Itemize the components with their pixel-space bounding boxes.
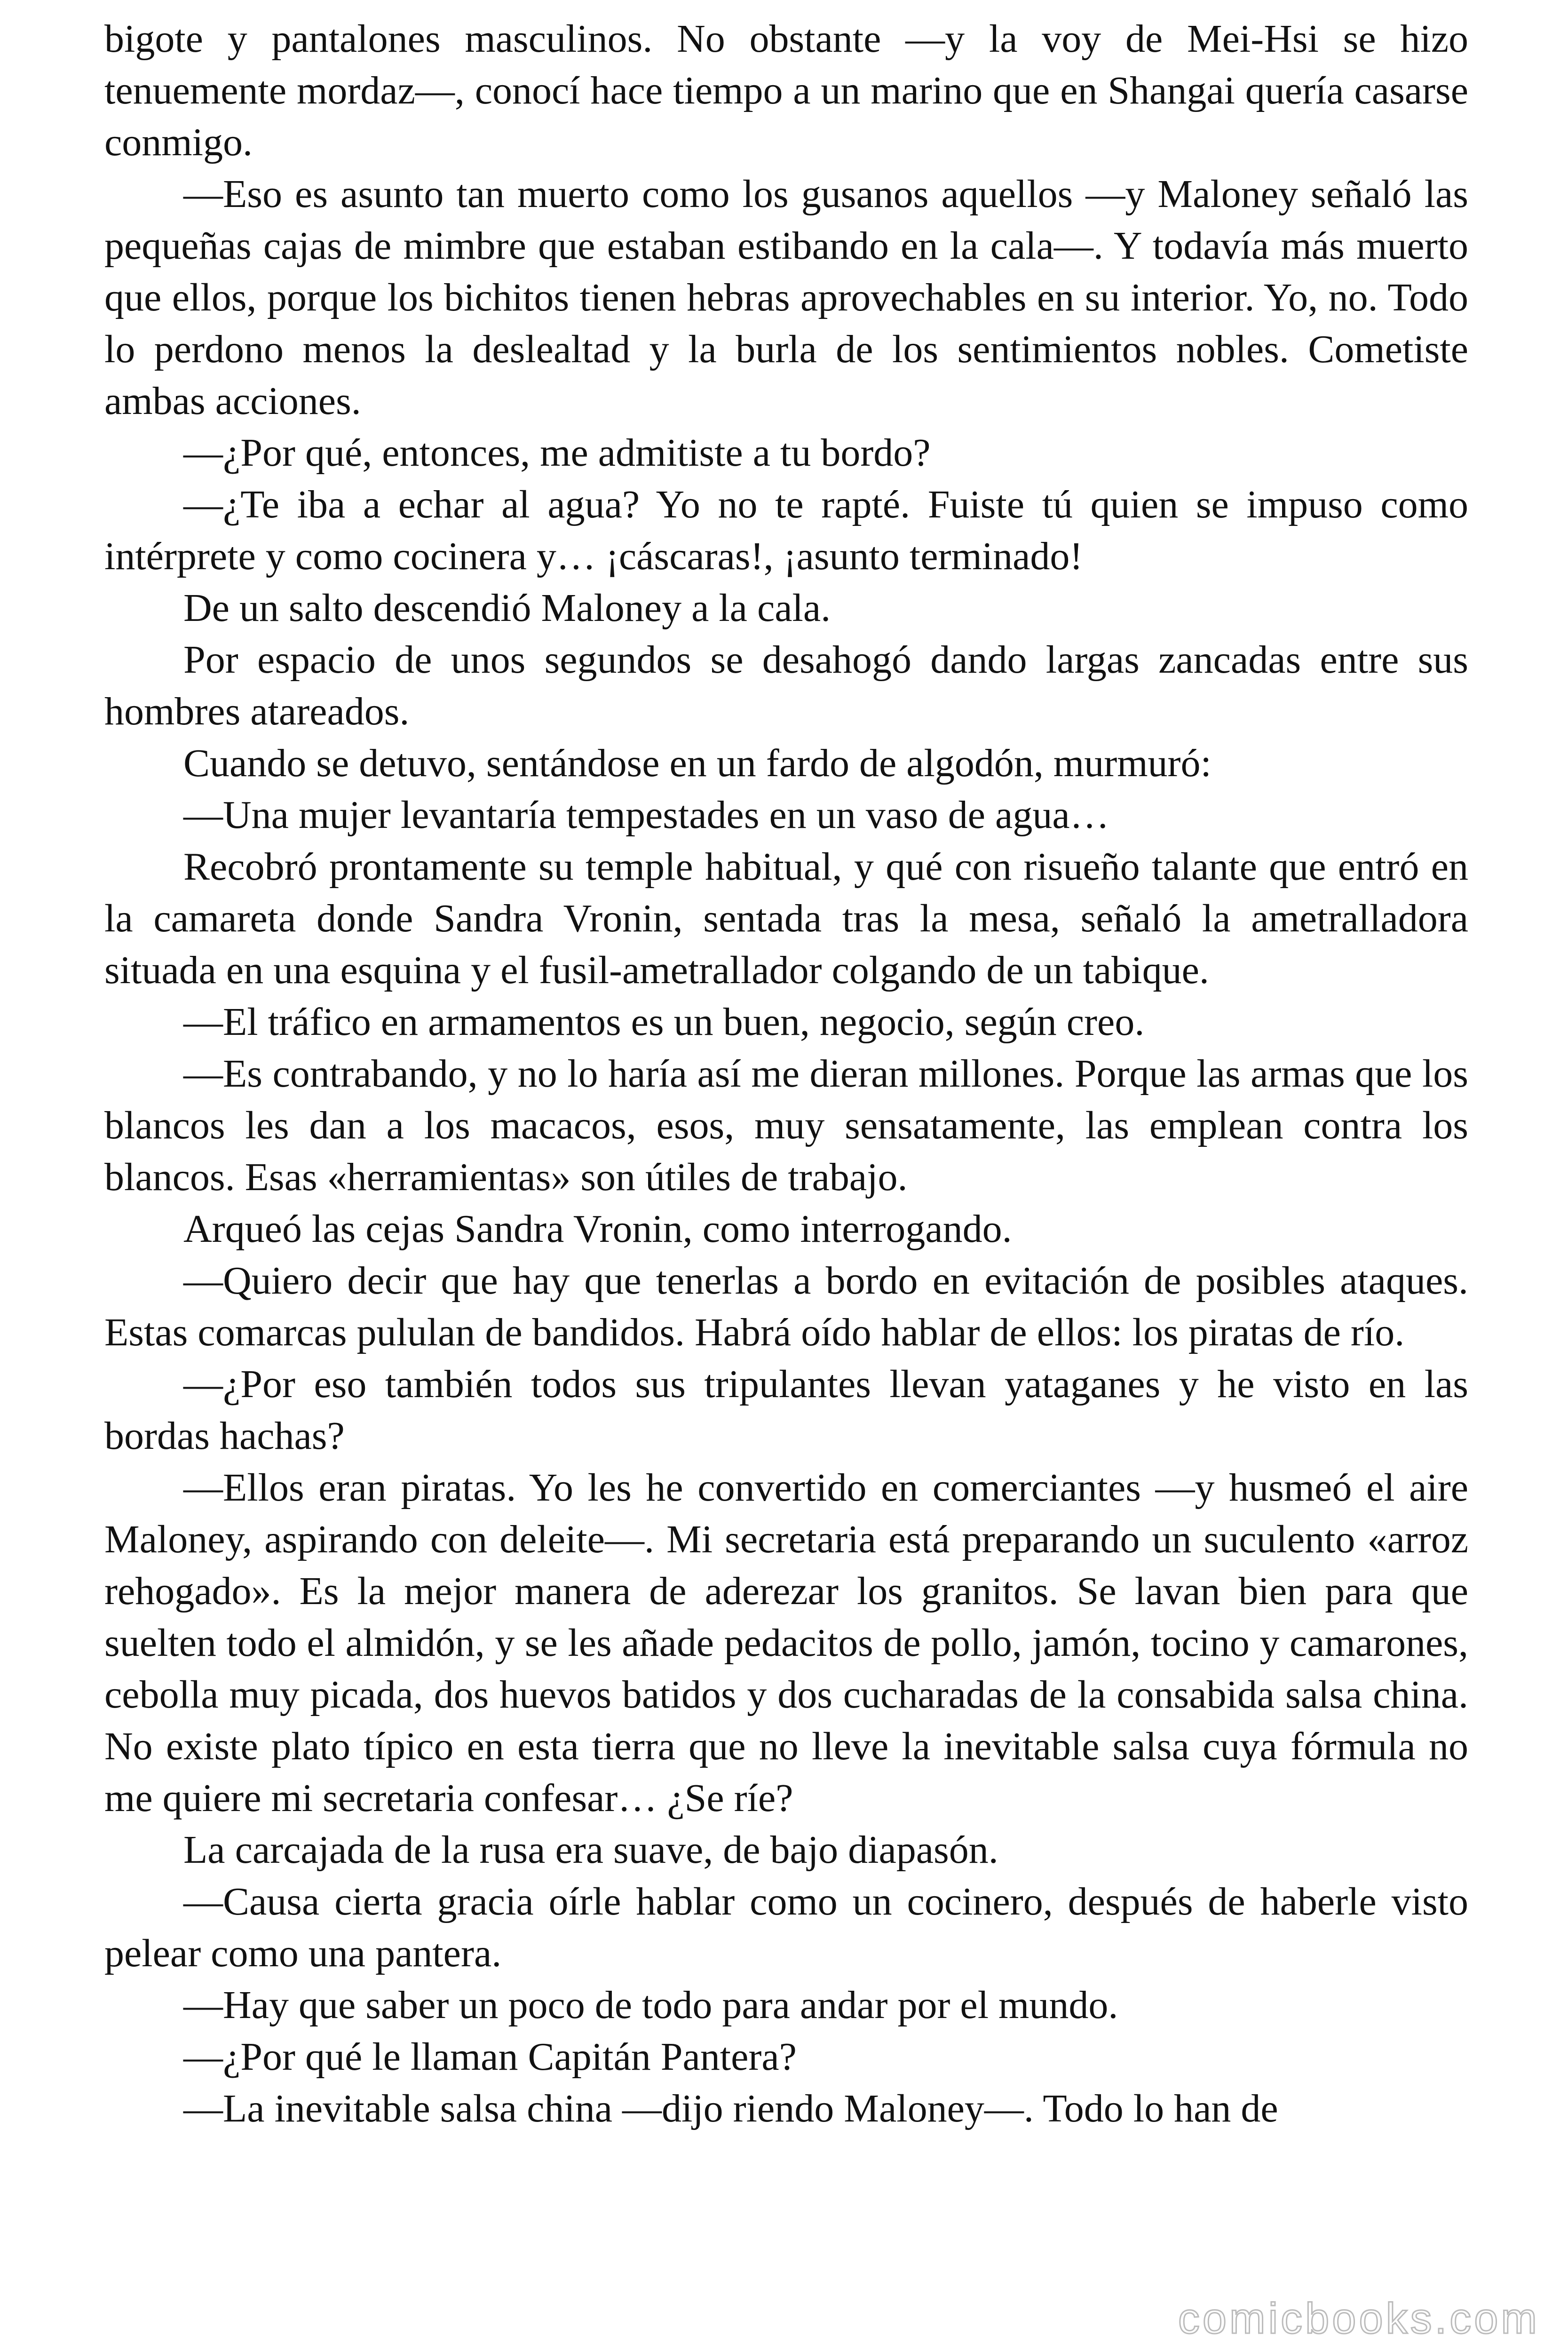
paragraph: —¿Por qué le llaman Capitán Pantera? bbox=[183, 2035, 797, 2079]
paragraph: —Ellos eran piratas. Yo les he convertido en comerciantes —y husmeó el aire Maloney, aspirando con deleite—. Mi secretaria está preparando un suculento «arroz rehogado». Es la mejor manera de aderezar los granitos. Se lavan bien para que suelten todo el almidón, y se les añade pedacitos de pollo, jamón, tocino y camarones, cebolla muy picada, dos huevos batidos y dos cucharadas de la consabida salsa china. No existe plato típico en esta tierra que no lleve la inevitable salsa cuya fórmula no me quiere mi secretaria confesar… ¿Se ríe? bbox=[104, 1466, 1468, 1820]
paragraph: —¿Te iba a echar al agua? Yo no te rapté. Fuiste tú quien se impuso como intérprete y como cocinera y… ¡cáscaras!, ¡asunto terminado! bbox=[104, 483, 1468, 578]
watermark-logo: comicbooks.com bbox=[1178, 2295, 1540, 2343]
paragraph: Por espacio de unos segundos se desahogó dando largas zancadas entre sus hombres atareados. bbox=[104, 638, 1468, 733]
paragraph: —Quiero decir que hay que tenerlas a bordo en evitación de posibles ataques. Estas comarcas pululan de bandidos. Habrá oído hablar de ellos: los piratas de río. bbox=[104, 1259, 1468, 1354]
paragraph: —Eso es asunto tan muerto como los gusanos aquellos —y Maloney señaló las pequeñas cajas de mimbre que estaban estibando en la cala—. Y todavía más muerto que ellos, porque los bichitos tienen hebras aprovechables en su interior. Yo, no. Todo lo perdono menos la deslealtad y la burla de los sentimientos nobles. Cometiste ambas acciones. bbox=[104, 172, 1468, 423]
page-body-text bbox=[104, 13, 1468, 2135]
paragraph: —¿Por eso también todos sus tripulantes llevan yataganes y he visto en las bordas hachas? bbox=[104, 1362, 1468, 1458]
paragraph: —Causa cierta gracia oírle hablar como un cocinero, después de haberle visto pelear como una pantera. bbox=[104, 1880, 1468, 1975]
paragraph: —Hay que saber un poco de todo para andar por el mundo. bbox=[183, 1983, 1118, 2027]
paragraph: bigote y pantalones masculinos. No obstante —y la voy de Mei-Hsi se hizo tenuemente mordaz—, conocí hace tiempo a un marino que en Shangai quería casarse conmigo. bbox=[104, 17, 1468, 164]
paragraph: Recobró prontamente su temple habitual, y qué con risueño talante que entró en la camareta donde Sandra Vronin, sentada tras la mesa, señaló la ametralladora situada en una esquina y el fusil-ametrallador colgando de un tabique. bbox=[104, 845, 1468, 992]
paragraph: —El tráfico en armamentos es un buen, negocio, según creo. bbox=[183, 1000, 1145, 1044]
paragraph: La carcajada de la rusa era suave, de bajo diapasón. bbox=[183, 1828, 998, 1872]
paragraph: —¿Por qué, entonces, me admitiste a tu bordo? bbox=[183, 431, 931, 475]
paragraph: Arqueó las cejas Sandra Vronin, como interrogando. bbox=[183, 1207, 1012, 1251]
paragraph: —La inevitable salsa china —dijo riendo Maloney—. Todo lo han de bbox=[183, 2087, 1278, 2130]
paragraph: —Es contrabando, y no lo haría así me dieran millones. Porque las armas que los blancos les dan a los macacos, esos, muy sensatamente, las emplean contra los blancos. Esas «herramientas» son útiles de trabajo. bbox=[104, 1052, 1468, 1199]
paragraph: Cuando se detuvo, sentándose en un fardo de algodón, murmuró: bbox=[183, 741, 1212, 785]
paragraph: —Una mujer levantaría tempestades en un vaso de agua… bbox=[183, 793, 1109, 837]
paragraph: De un salto descendió Maloney a la cala. bbox=[183, 586, 831, 630]
